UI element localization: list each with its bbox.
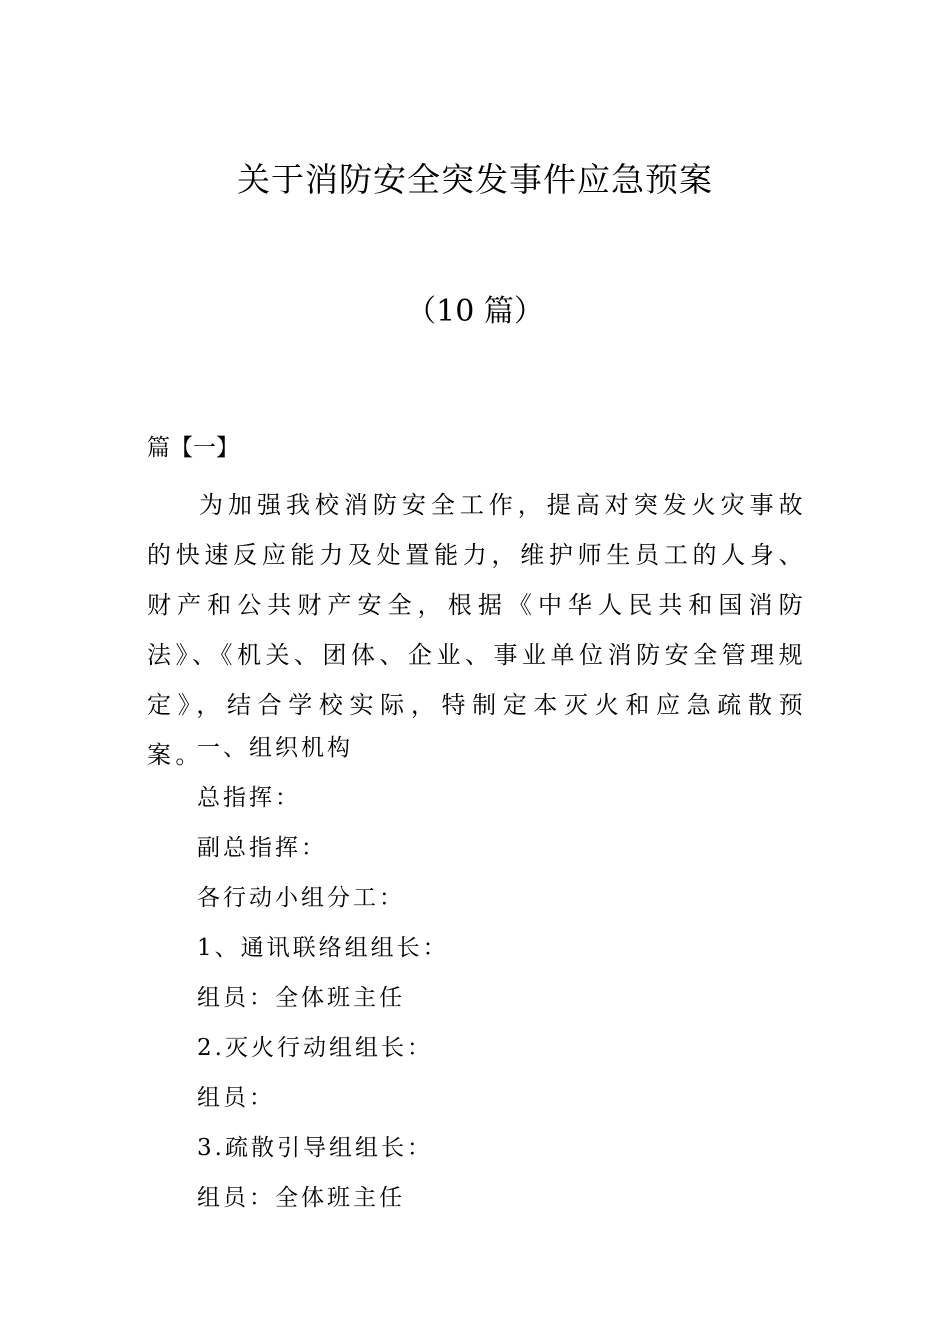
communication-group-members-line: 组员：全体班主任 [197, 985, 405, 1011]
team-division-line: 各行动小组分工： [197, 885, 405, 911]
commander-line: 总指挥： [197, 785, 301, 811]
evacuation-group-members-line: 组员：全体班主任 [197, 1185, 405, 1211]
communication-group-leader-line: 1、通讯联络组组长： [197, 935, 449, 961]
deputy-commander-line: 副总指挥： [197, 835, 327, 861]
heading-organization: 一、组织机构 [197, 735, 353, 761]
firefighting-group-leader-line: 2.灭火行动组组长： [197, 1035, 433, 1061]
firefighting-group-members-line: 组员： [197, 1085, 275, 1111]
intro-paragraph: 为加强我校消防安全工作，提高对突发火灾事故的快速反应能力及处置能力，维护师生员工的人身、财产和公共财产安全，根据《中华人民共和国消防法》、《机关、团体、企业、事业单位消防安全管理规定》，结合学校实际，特制定本灭火和应急疏散预案。 [147, 491, 807, 769]
section-label: 篇【一】 [147, 435, 239, 461]
evacuation-group-leader-line: 3.疏散引导组组长： [197, 1135, 433, 1161]
document-subtitle: （10 篇） [406, 294, 544, 329]
document-title: 关于消防安全突发事件应急预案 [237, 160, 713, 199]
